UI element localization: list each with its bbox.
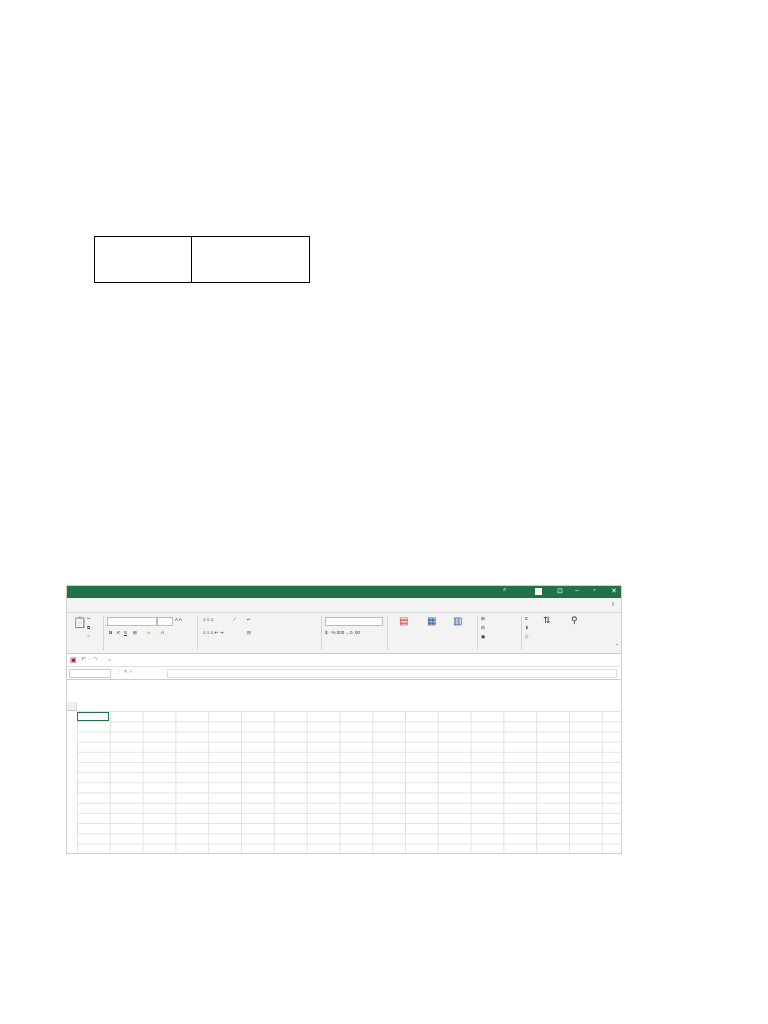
font-grow-icon[interactable]: A A: [175, 617, 182, 622]
clear-icon[interactable]: ◇: [525, 634, 529, 639]
excel-screenshot: [66, 585, 622, 854]
excel-title-bar: [67, 586, 621, 598]
copy-icon[interactable]: ⧉: [87, 625, 91, 630]
excel-menu-bar: [67, 598, 621, 613]
formula-icons: ⋮ ✕ ✓: [117, 669, 134, 675]
font-size-select[interactable]: [157, 617, 173, 626]
formula-input[interactable]: [167, 669, 617, 678]
cell-styles-icon[interactable]: ▥: [453, 616, 463, 627]
autosum-icon[interactable]: Σ: [525, 616, 528, 621]
save-icon[interactable]: ▣: [70, 657, 77, 664]
italic-icon[interactable]: K: [117, 630, 121, 635]
cell-area[interactable]: [77, 711, 622, 854]
number-format-select[interactable]: [325, 617, 383, 626]
collapse-ribbon-icon[interactable]: ⌃: [615, 643, 619, 648]
format-as-table-icon[interactable]: ▦: [427, 616, 437, 627]
undo-icon[interactable]: ↶ ·: [81, 657, 90, 663]
format-cells-button[interactable]: ▣: [481, 634, 486, 639]
format-painter-icon[interactable]: ✎: [87, 634, 91, 639]
insert-cells-button[interactable]: ⊞: [481, 616, 485, 621]
name-box[interactable]: [69, 669, 111, 678]
font-name-select[interactable]: [107, 617, 157, 626]
excel-ribbon: [67, 613, 621, 654]
align-top-icon[interactable]: ≡ ≡ ≡: [203, 617, 214, 622]
ribbon-divider: [103, 616, 104, 650]
sort-filter-icon[interactable]: ⇅: [543, 615, 551, 625]
search-icon[interactable]: ⌕: [503, 587, 507, 593]
redo-icon[interactable]: ↷ ·: [93, 657, 102, 663]
wrap-text-button[interactable]: ↵: [247, 617, 251, 622]
ribbon-divider: [321, 616, 322, 650]
conditional-format-icon[interactable]: ▤: [399, 616, 409, 627]
find-select-icon[interactable]: ⚲: [571, 615, 578, 625]
paste-icon[interactable]: 📋: [73, 617, 87, 629]
avatar[interactable]: [535, 588, 542, 595]
selected-cell-a1[interactable]: [77, 712, 109, 721]
share-button[interactable]: ⇧: [610, 602, 615, 608]
borders-icon[interactable]: ⊞: [133, 630, 137, 635]
underline-icon[interactable]: S: [124, 630, 128, 635]
ribbon-divider: [197, 616, 198, 650]
ribbon-divider: [387, 616, 388, 650]
fill-icon[interactable]: ⬇: [525, 625, 529, 630]
align-left-icon[interactable]: ≡ ≡ ≡ ⇤ ⇥: [203, 630, 224, 635]
header-x: [95, 237, 192, 283]
select-all-corner[interactable]: [67, 702, 77, 711]
delete-cells-button[interactable]: ⊟: [481, 625, 485, 630]
cut-icon[interactable]: ✂: [87, 616, 91, 621]
data-table: [94, 236, 310, 283]
close-icon[interactable]: ✕: [611, 588, 617, 595]
currency-icon[interactable]: $ · % 000 ←0 .00: [325, 630, 361, 635]
font-color-icon[interactable]: A: [161, 630, 165, 635]
spreadsheet-grid: [67, 702, 622, 854]
customize-qat-icon[interactable]: ⌄: [107, 657, 113, 663]
minimize-icon[interactable]: –: [575, 587, 579, 594]
header-y: [192, 237, 310, 283]
formula-bar: [67, 667, 621, 680]
ribbon-options-icon[interactable]: ⊡: [557, 588, 563, 595]
bold-icon[interactable]: N: [109, 630, 113, 635]
merge-button[interactable]: ⊟: [247, 630, 251, 635]
orientation-icon[interactable]: ⟋: [233, 617, 237, 622]
fill-color-icon[interactable]: ◈: [147, 630, 151, 635]
maximize-icon[interactable]: ▫: [593, 587, 596, 594]
ribbon-divider: [477, 616, 478, 650]
quick-access-toolbar: [67, 654, 621, 667]
ribbon-divider: [521, 616, 522, 650]
